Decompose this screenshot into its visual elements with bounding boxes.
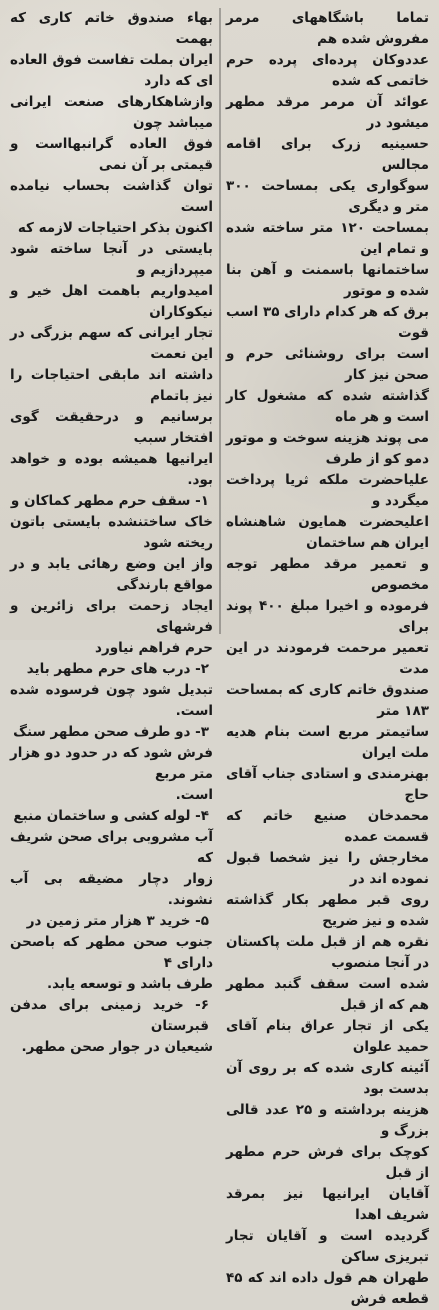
article-columns [8, 8, 431, 1307]
left-line-23: ۴- لوله کشی و ساختمان منبع [13, 808, 209, 824]
left-line-10: داشته اند مابقی احتیاجات را نیز باتمام [10, 367, 213, 404]
right-line-26: آئینه کاری شده که بر روی آن بدست بود [226, 1060, 429, 1097]
right-line-7: ساختمانها باسمنت و آهن بنا شده و موتور [226, 262, 429, 299]
left-line-26: ۵- خرید ۳ هزار متر زمین در [26, 913, 209, 929]
right-line-1: تماما باشگاههای مرمر مفروش شده هم [226, 10, 429, 47]
right-line-10: گذاشته شده که مشغول کار است و هر ماه [226, 388, 429, 425]
right-line-13: اعلیحضرت همایون شاهنشاه ایران هم ساختمان [226, 514, 429, 551]
right-line-14: و تعمیر مرقد مطهر توجه مخصوص [226, 556, 429, 593]
right-line-22: روی قبر مطهر بکار گذاشته شده و نیز ضریح [226, 892, 429, 929]
left-line-15: واز این وضع رهائی یابد و در مواقع بارندگی [10, 556, 213, 593]
right-line-27: هزینه برداشته و ۲۵ عدد قالی بزرگ و [226, 1102, 430, 1139]
right-line-6: بمساحت ۱۲۰ متر ساخته شده و تمام این [226, 220, 429, 257]
left-line-24: آب مشروبی برای صحن شریف که [10, 829, 213, 866]
left-line-5: توان گذاشت بحساب نیامده است [10, 178, 213, 215]
right-line-9: است برای روشنائی حرم و صحن نیز کار [226, 346, 429, 383]
left-line-9: تجار ایرانی که سهم بزرگی در این نعمت [10, 325, 213, 362]
right-line-21: مخارجش را نیز شخصا قبول نموده اند در [226, 850, 429, 887]
right-line-30: گردیده است و آقایان تجار تبریزی ساکن [226, 1228, 429, 1265]
left-line-20: ۳- دو طرف صحن مطهر سنگ [13, 724, 209, 740]
column-divider [219, 8, 220, 634]
left-line-4: فوق العاده گرانبهااست و قیمتی بر آن نمی [10, 136, 213, 173]
right-line-12: علیاحضرت ملکه ثریا پرداخت میگردد و [226, 472, 429, 509]
right-column [226, 8, 431, 1307]
left-line-25: زوار دچار مضیقه بی آب نشوند. [10, 871, 213, 908]
left-line-7: بایستی در آنجا ساخته شود میپردازیم و [10, 241, 213, 278]
left-line-28: طرف باشد و توسعه یابد. [47, 976, 213, 992]
left-line-21: فرش شود که در حدود دو هزار متر مربع [10, 745, 213, 782]
left-line-16: ایجاد زحمت برای زائرین و فرشهای [10, 598, 213, 635]
right-line-28: کوچک برای فرش حرم مطهر از قبل [226, 1144, 429, 1181]
right-line-23: نقره هم از قبل ملت پاکستان در آنجا منصوب [226, 934, 429, 971]
right-line-16: تعمیر مرحمت فرمودند در این مدت [226, 640, 429, 677]
right-line-11: می پوند هزینه سوخت و موتور دمو کو از طرف [226, 430, 429, 467]
left-line-1: بهاء صندوق خاتم کاری که بهمت [10, 10, 213, 47]
left-column [8, 8, 213, 1055]
left-line-6: اکنون بذکر احتیاجات لازمه که [17, 220, 213, 236]
right-line-29: آقایان ایرانیها نیز بمرقد شریف اهدا [226, 1186, 429, 1223]
right-line-31: طهران هم قول داده اند که ۴۵ قطعه فرش [226, 1270, 429, 1307]
right-line-24: شده است سقف گنبد مطهر هم که از قبل [226, 976, 429, 1013]
left-line-3: وازشاهکارهای صنعت ایرانی میباشد چون [10, 94, 213, 131]
right-line-20: محمدخان صنیع خاتم که قسمت عمده [226, 808, 429, 845]
left-line-14: خاک ساختنشده بایستی باتون ریخته شود [10, 514, 213, 551]
left-line-30: شیعیان در جوار صحن مطهر. [21, 1039, 213, 1055]
right-line-2: عددوکان پرده‌ای پرده حرم خاتمی که شده [226, 52, 429, 89]
right-line-4: حسینیه زرک برای اقامه مجالس [226, 136, 429, 173]
right-line-3: عوائد آن مرمر مرقد مطهر میشود در [226, 94, 429, 131]
left-line-18: ۲- درب های حرم مطهر باید [26, 661, 209, 677]
left-line-11: برسانیم و درحقیقت گوی افتخار سبب [10, 409, 213, 446]
left-line-19: تبدیل شود چون فرسوده شده است. [10, 682, 213, 719]
right-line-17: صندوق خاتم کاری که بمساحت ۱۸۳ متر [226, 682, 429, 719]
left-line-2: ایران بملت تفاست فوق العاده ای که دارد [10, 52, 213, 89]
right-line-19: بهنرمندی و استادی جناب آقای حاج [226, 766, 429, 803]
left-line-27: جنوب صحن مطهر که باصحن دارای ۴ [10, 934, 213, 971]
right-line-8: برق که هر کدام دارای ۳۵ اسب قوت [226, 304, 429, 341]
left-line-8: امیدواریم باهمت اهل خیر و نیکوکاران [10, 283, 213, 320]
right-line-5: سوگواری یکی بمساحت ۳۰۰ متر و دیگری [226, 178, 429, 215]
left-line-17: حرم فراهم نیاورد [95, 640, 213, 656]
right-line-25: یکی از تجار عراق بنام آقای حمید علوان [226, 1018, 429, 1055]
right-line-15: فرموده و اخیرا مبلغ ۴۰۰ پوند برای [226, 598, 429, 635]
left-line-29: ۶- خرید زمینی برای مدفن قبرستان [10, 997, 209, 1034]
left-line-22: است. [175, 787, 213, 803]
right-line-18: ساتیمتر مربع است بنام هدیه ملت ایران [226, 724, 429, 761]
left-line-13: ۱- سقف حرم مطهر کماکان و [10, 493, 209, 509]
left-line-12: ایرانیها همیشه بوده و خواهد بود. [10, 451, 213, 488]
